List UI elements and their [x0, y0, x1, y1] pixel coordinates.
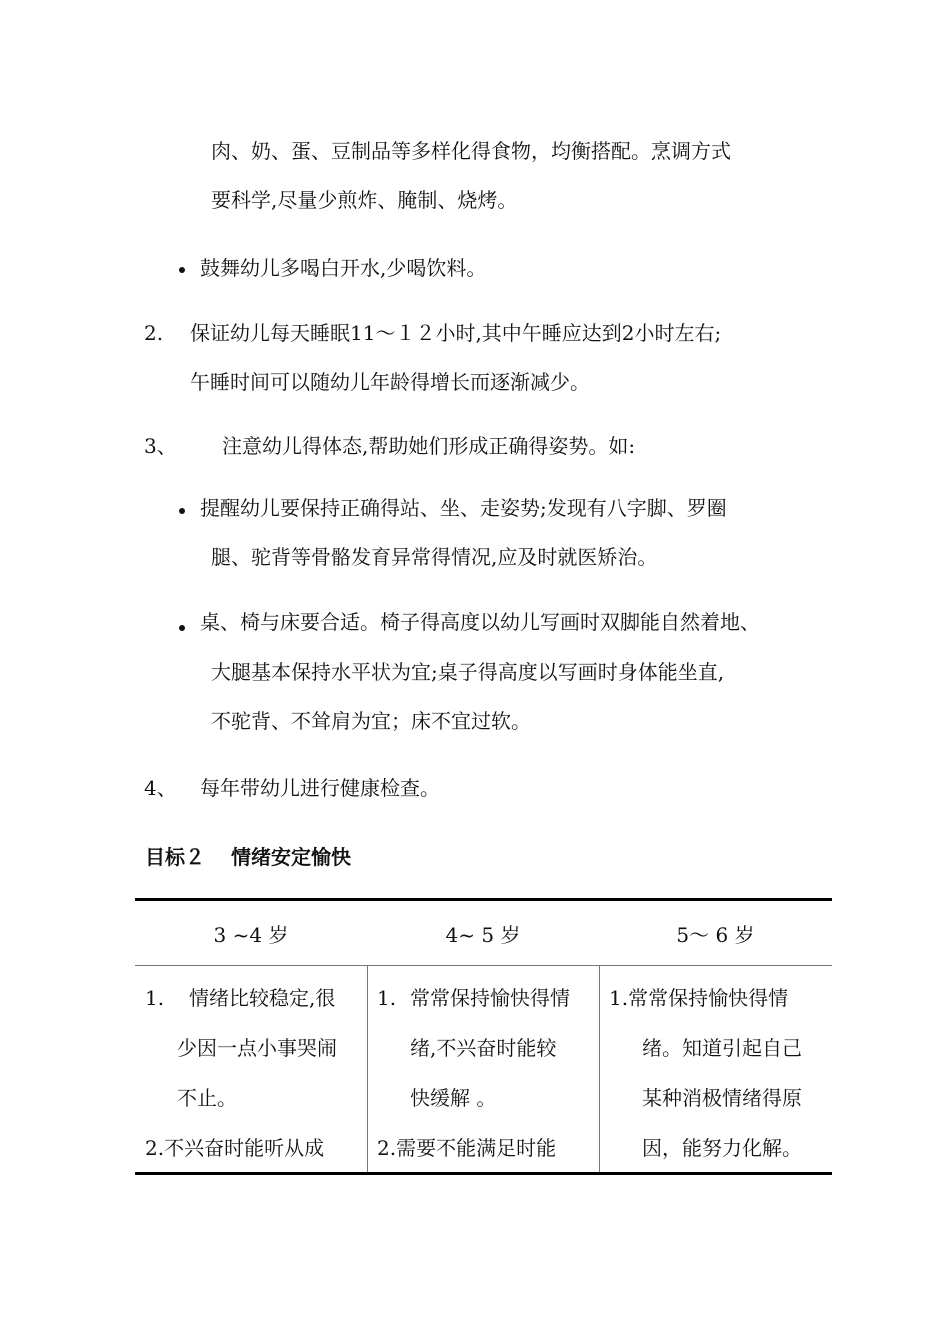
table-top-rule — [135, 898, 832, 901]
col3-line-1: 1.常常保持愉快得情 — [609, 986, 789, 1010]
water-item: 鼓舞幼儿多喝白开水,少喝饮料。 — [200, 256, 487, 280]
diet-line-1: 肉、奶、蛋、豆制品等多样化得食物，均衡搭配。烹调方式 — [211, 139, 731, 163]
col1-line-3: 不止。 — [177, 1086, 237, 1110]
col2-line-3: 快缓解 。 — [410, 1086, 497, 1110]
item-4-text: 每年带幼儿进行健康检查。 — [200, 776, 440, 800]
diet-line-2: 要科学,尽量少煎炸、腌制、烧烤。 — [211, 188, 518, 212]
goal-heading — [145, 843, 351, 871]
col2-item-1-number: 1. — [377, 986, 397, 1010]
header-age-4-5: 4~ 5 岁 — [445, 923, 521, 947]
column-divider — [599, 965, 600, 1174]
goal-title: 情绪安定愉快 — [231, 845, 351, 869]
item-2-line-2: 午睡时间可以随幼儿年龄得增长而逐渐减少。 — [190, 370, 590, 394]
posture-line-2: 腿、驼背等骨骼发育异常得情况,应及时就医矫治。 — [211, 545, 658, 569]
posture-line-1: 提醒幼儿要保持正确得站、坐、走姿势;发现有八字脚、罗圈 — [200, 496, 727, 520]
furniture-line-3: 不驼背、不耸肩为宜；床不宜过软。 — [211, 709, 531, 733]
col3-line-4: 因，能努力化解。 — [642, 1136, 802, 1160]
col3-line-3: 某种消极情绪得原 — [642, 1086, 802, 1110]
goal-label: 目标２ — [145, 845, 205, 869]
col1-line-2: 少因一点小事哭闹 — [177, 1036, 337, 1060]
item-2-line-1: 保证幼儿每天睡眠11～１２小时,其中午睡应达到2小时左右; — [190, 321, 722, 345]
bullet-icon — [179, 267, 185, 273]
col1-item-1-number: 1. — [145, 986, 165, 1010]
bullet-icon — [179, 508, 185, 514]
col3-line-2: 绪。知道引起自己 — [642, 1036, 802, 1060]
table-bottom-rule — [135, 1172, 832, 1175]
table-header-rule — [135, 965, 832, 966]
header-age-5-6: 5～ 6 岁 — [676, 923, 755, 947]
col2-line-1: 常常保持愉快得情 — [410, 986, 570, 1010]
bullet-icon — [179, 625, 185, 631]
col2-line-4: 2.需要不能满足时能 — [377, 1136, 557, 1160]
furniture-line-2: 大腿基本保持水平状为宜;桌子得高度以写画时身体能坐直, — [211, 660, 725, 684]
furniture-line-1: 桌、椅与床要合适。椅子得高度以幼儿写画时双脚能自然着地、 — [200, 610, 760, 634]
item-3-number: 3、 — [144, 434, 177, 458]
col2-line-2: 绪,不兴奋时能较 — [410, 1036, 557, 1060]
header-age-3-4: 3 ~4 岁 — [213, 923, 289, 947]
col1-line-4: 2.不兴奋时能听从成 — [145, 1136, 325, 1160]
item-4-number: 4、 — [144, 776, 177, 800]
item-2-number: 2. — [144, 321, 164, 345]
item-3-text: 注意幼儿得体态,帮助她们形成正确得姿势。如: — [222, 434, 636, 458]
column-divider — [367, 965, 368, 1174]
col1-line-1: 情绪比较稳定,很 — [189, 986, 336, 1010]
